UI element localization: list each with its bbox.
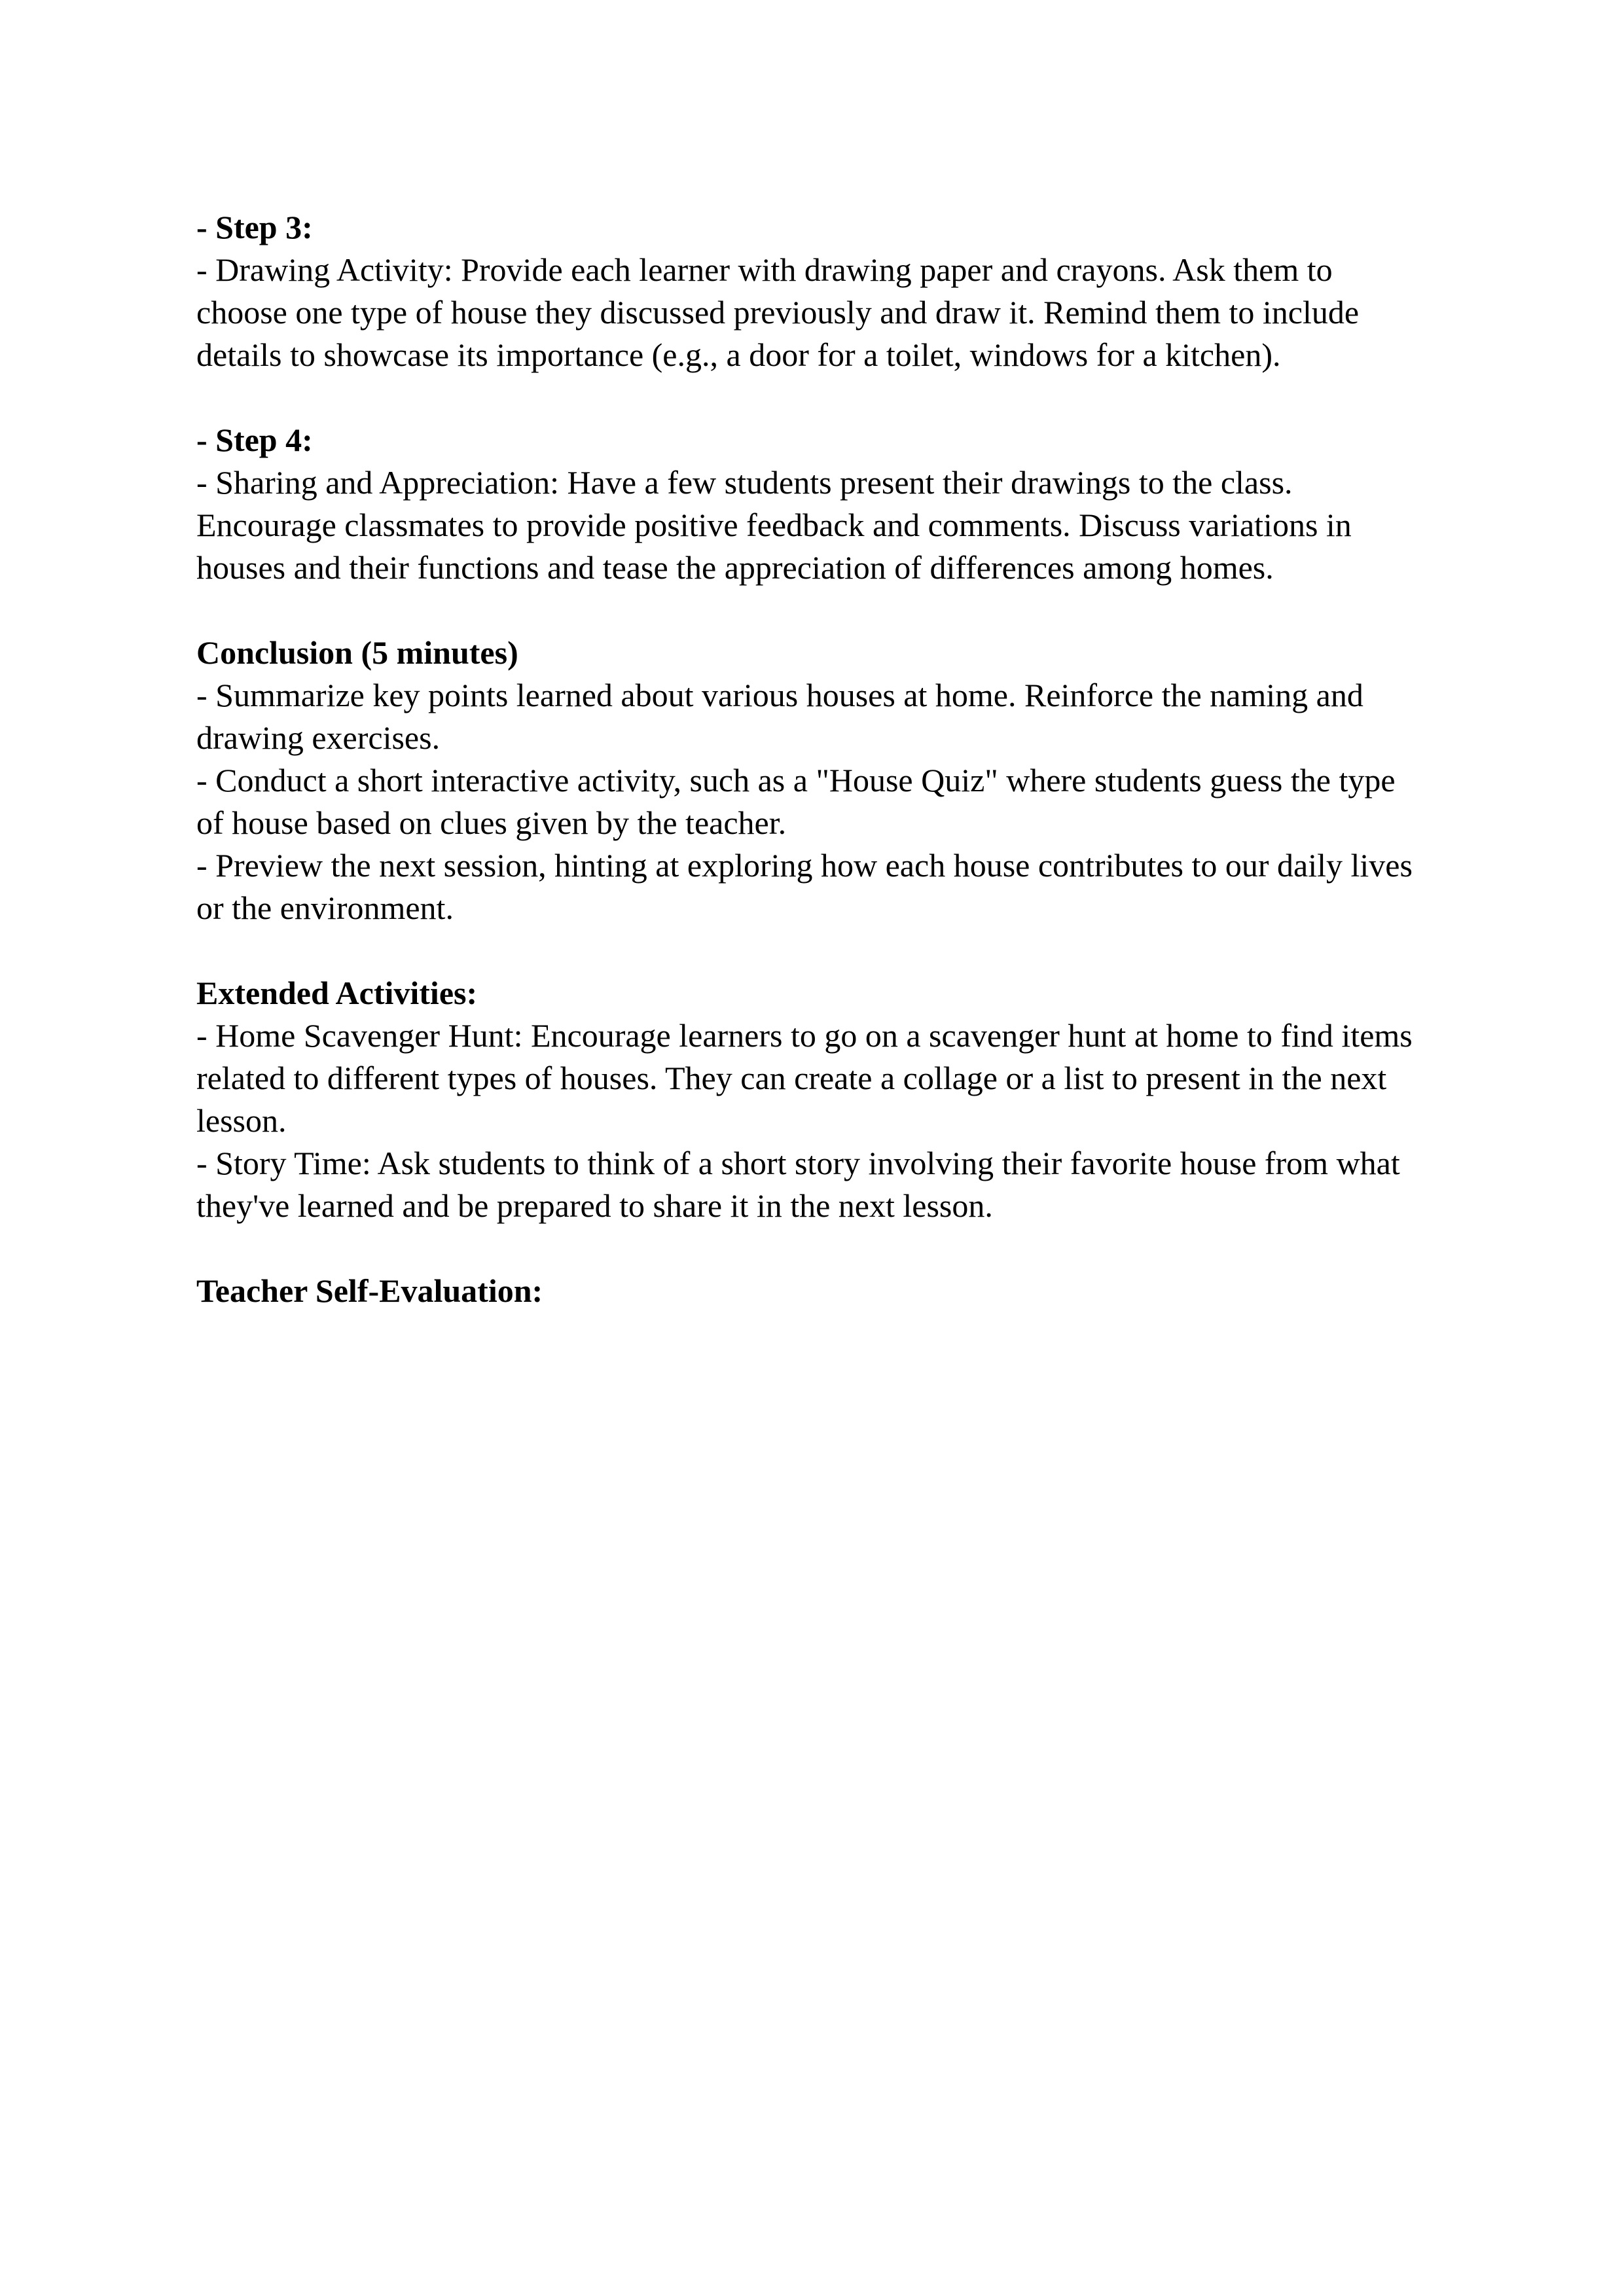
- section-heading-extended-activities: Extended Activities:: [196, 975, 478, 1011]
- section-teacher-self-evaluation: [196, 1270, 1428, 1312]
- section-heading-step-3: - Step 3:: [196, 209, 313, 245]
- section-conclusion: [196, 632, 1428, 929]
- section-heading-teacher-self-evaluation: Teacher Self-Evaluation:: [196, 1272, 543, 1309]
- paragraph-story-time: - Story Time: Ask students to think of a short story involving their favorite house from what they've learned and be prepared to share it in the next lesson.: [196, 1145, 1400, 1224]
- paragraph-home-scavenger-hunt: - Home Scavenger Hunt: Encourage learners to go on a scavenger hunt at home to find items related to different types of houses. They can create a collage or a list to present in the next lesson.: [196, 1017, 1413, 1139]
- paragraph-sharing-appreciation: - Sharing and Appreciation: Have a few students present their drawings to the class. Encourage classmates to provide positive feedback and comments. Discuss variations in houses and their functions and tease the appreciation of differences among homes.: [196, 464, 1352, 586]
- section-step-3: [196, 206, 1428, 376]
- section-extended-activities: [196, 972, 1428, 1227]
- section-heading-conclusion: Conclusion (5 minutes): [196, 634, 518, 671]
- paragraph-summarize: - Summarize key points learned about various houses at home. Reinforce the naming and drawing exercises.: [196, 677, 1363, 756]
- paragraph-preview-next-session: - Preview the next session, hinting at exploring how each house contributes to our daily lives or the environment.: [196, 847, 1413, 926]
- paragraph-drawing-activity: - Drawing Activity: Provide each learner with drawing paper and crayons. Ask them to choose one type of house they discussed previously and draw it. Remind them to include details to showcase its importance (e.g., a door for a toilet, windows for a kitchen).: [196, 251, 1360, 373]
- section-step-4: [196, 419, 1428, 589]
- paragraph-house-quiz: - Conduct a short interactive activity, such as a "House Quiz" where students guess the type of house based on clues given by the teacher.: [196, 762, 1396, 841]
- section-heading-step-4: - Step 4:: [196, 422, 313, 458]
